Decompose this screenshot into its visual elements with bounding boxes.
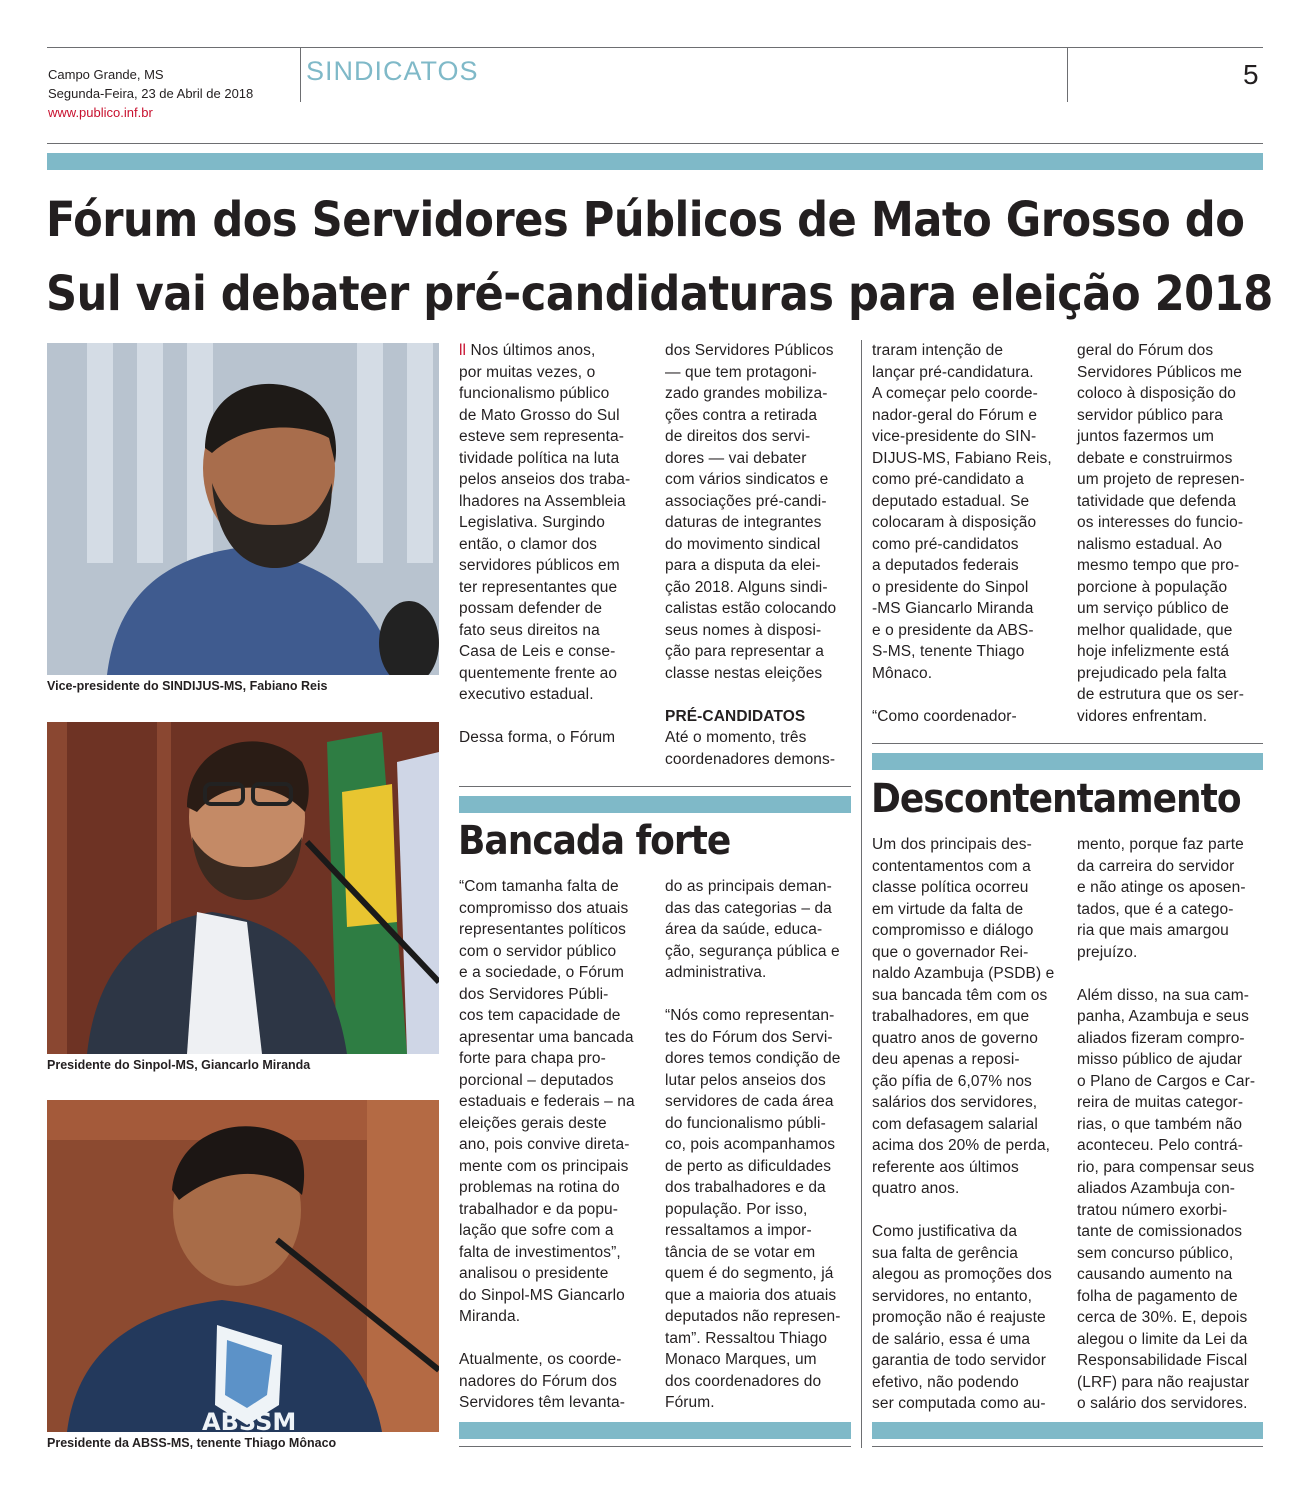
masthead-divider-left <box>300 47 301 102</box>
masthead-url[interactable]: www.publico.inf.br <box>48 105 153 120</box>
photo-caption-1: Vice-presidente do SINDIJUS-MS, Fabiano Reis <box>47 679 328 693</box>
headline <box>46 183 1273 331</box>
bancada-column-2: do as principais deman- das das categorias – da área da saúde, educa- ção, segurança pública e administrativa. “Nós como representan- tes do Fórum dos Servi- dores temos condição de lutar pelos anseios dos servidores de cada área do funcionalismo públi- co, pois acompanhamos de perto as dificuldades dos trabalhadores e da população. Por isso, ressaltamos a impor- tância de se votar em quem é do segmento, já que a maioria dos atuais deputados não represen- tam”. Ressaltou Thiago Monaco Marques, um dos coordenadores do Fórum. <box>665 878 841 1411</box>
shirt-text: ABSSM <box>202 1408 297 1432</box>
photo-caption-2: Presidente do Sinpol-MS, Giancarlo Miranda <box>47 1058 311 1072</box>
bancada-bottom-rule <box>459 1446 851 1447</box>
descontentamento-bottom-rule <box>872 1446 1263 1447</box>
descontentamento-column-2: mento, porque faz parte da carreira do servidor e não atinge os aposen- tados, que é a catego- ria que mais amargou prejuízo. Além disso, na sua cam- panha, Azambuja e seus aliados fizeram compro- misso público de ajudar o Plano de Cargos e Car- reira de muitas categor- rias, o que também não aconteceu. Pelo contrá- rio, para compensar seus aliados Azambuja con- tratou número exorbi- tante de comissionados sem concurso público, causando aumento na folha de pagamento de cerca de 30%. E, depois alegou o limite da Lei da Responsabilidade Fiscal (LRF) para não reajustar o salário dos servidores. <box>1077 836 1256 1412</box>
page-number: 5 <box>1243 59 1259 90</box>
photo-thiago-monaco <box>47 1100 439 1432</box>
photo-caption-3: Presidente da ABSS-MS, tenente Thiago Mônaco <box>47 1436 337 1450</box>
masthead-bottom-rule <box>47 143 1263 144</box>
headline-line-2: Sul vai debater pré-candidaturas para eleição 2018 <box>46 266 1273 322</box>
descontentamento-band <box>872 753 1263 770</box>
bancada-bottom-band <box>459 1422 851 1439</box>
precandidatos-heading: PRÉ-CANDIDATOS <box>665 707 806 725</box>
photo-giancarlo-miranda <box>47 722 439 1054</box>
article-column-1-text: Nos últimos anos, por muitas vezes, o funcionalismo público de Mato Grosso do Sul esteve sem representa- tividade política na luta pelos anseios dos traba- lhadores na Assembleia Legislativa. Surgindo então, o clamor dos servidores públicos em ter representantes que possam defender de fato seus direitos na Casa de Leis e conse- quentemente frente ao executivo estadual. Dessa forma, o Fórum <box>459 342 631 746</box>
descontentamento-top-rule <box>872 743 1263 744</box>
bancada-title: Bancada forte <box>458 818 731 864</box>
descontentamento-bottom-band <box>872 1422 1263 1439</box>
article-column-4: geral do Fórum dos Servidores Públicos me coloco à disposição do servidor público para juntos fazermos um debate e construirmos um projeto de represen- tatividade que defenda os interesses do funcio- nalismo estadual. Ao mesmo tempo que pro- porcione à população um serviço público de melhor qualidade, que hoje infelizmente está prejudicado pela falta de estrutura que os ser- vidores enfrentam. <box>1077 342 1245 725</box>
masthead-divider-right <box>1067 47 1068 102</box>
descontentamento-column-1: Um dos principais des- contentamentos com a classe política ocorreu em virtude da falta de compromisso e diálogo que o governador Rei- naldo Azambuja (PSDB) e sua bancada têm com os trabalhadores, em que quatro anos de governo deu apenas a reposi- ção pífia de 6,07% nos salários dos servidores, com defasagem salarial acima dos 20% de perda, referente aos últimos quatro anos. Como justificativa da sua falta de gerência alegou as promoções dos servidores, no entanto, promoção não é reajuste de salário, essa é uma garantia de todo servidor efetivo, não podendo ser computada como au- <box>872 836 1055 1412</box>
bancada-column-1: “Com tamanha falta de compromisso dos atuais representantes políticos com o servidor público e a sociedade, o Fórum dos Servidores Públi- cos tem capacidade de apresentar uma bancada forte para chapa pro- porcional – deputados estaduais e federais – na eleições gerais deste ano, pois convive direta- mente com os principais problemas na rotina do trabalhador e da popu- lação que sofre com a falta de investimentos”, analisou o presidente do Sinpol-MS Giancarlo Miranda. Atualmente, os coorde- nadores do Fórum dos Servidores têm levanta- <box>459 878 635 1411</box>
intro-mark: ll <box>459 342 467 359</box>
top-rule <box>47 47 1263 48</box>
column-divider <box>861 340 862 1448</box>
bancada-top-rule <box>459 786 851 787</box>
section-label: SINDICATOS <box>306 56 479 86</box>
masthead-date: Segunda-Feira, 23 de Abril de 2018 <box>48 86 254 101</box>
photo-fabiano-reis <box>47 343 439 675</box>
article-column-2a-text: dos Servidores Públicos — que tem protagoni- zado grandes mobiliza- ções contra a retirada de direitos dos servi- dores — vai debater com vários sindicatos e associações pré-candi- daturas de integrantes do movimento sindical para a disputa da elei- ção 2018. Alguns sindi- calistas estão colocando seus nomes à disposi- ção para representar a classe nestas eleições <box>665 342 837 682</box>
masthead-info <box>48 65 253 122</box>
article-column-2 <box>665 340 860 770</box>
article-column-3: traram intenção de lançar pré-candidatura. A começar pelo coorde- nador-geral do Fórum e vice-presidente do SIN- DIJUS-MS, Fabiano Reis, como pré-candidato a deputado estadual. Se colocaram à disposição como pré-candidatos a deputados federais o presidente do Sinpol -MS Giancarlo Miranda e o presidente da ABS- S-MS, tenente Thiago Mônaco. “Como coordenador- <box>872 342 1052 725</box>
masthead-city: Campo Grande, MS <box>48 67 164 82</box>
headline-line-1: Fórum dos Servidores Públicos de Mato Grosso do <box>46 192 1245 248</box>
article-column-1 <box>459 340 654 749</box>
bancada-band <box>459 796 851 813</box>
accent-band-top <box>47 153 1263 170</box>
descontentamento-title: Descontentamento <box>871 776 1241 822</box>
article-column-2b-text: Até o momento, três coordenadores demons- <box>665 729 836 768</box>
